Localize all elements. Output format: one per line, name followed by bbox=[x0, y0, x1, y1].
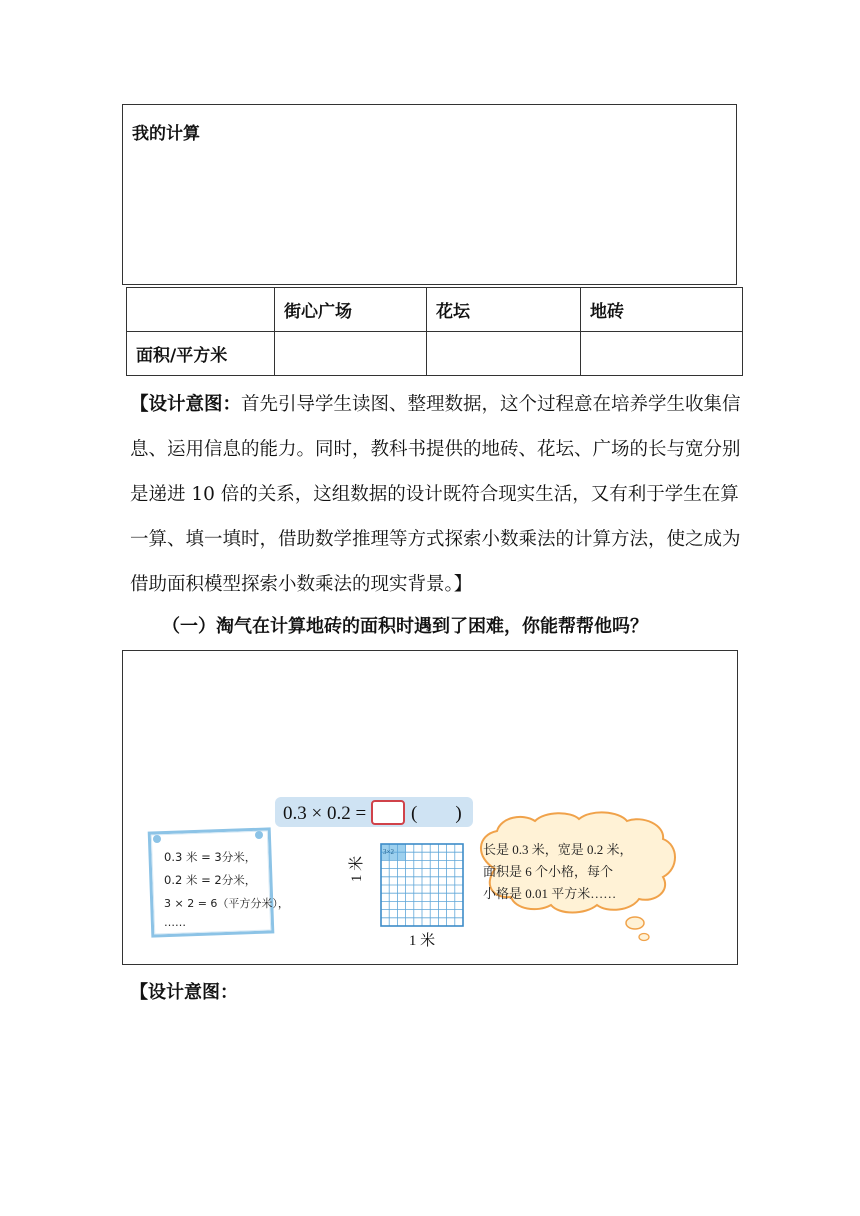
unit-paren: ( ) bbox=[411, 803, 462, 824]
table-header-row bbox=[127, 288, 743, 332]
bubble-dot bbox=[639, 934, 649, 941]
header-flowerbed: 花坛 bbox=[427, 288, 581, 332]
equation-text: 0.3 × 0.2 = bbox=[283, 803, 367, 824]
note-line: …… bbox=[164, 916, 186, 929]
note-line: 0.3 米 = 3分米， bbox=[164, 850, 257, 864]
row-label: 面积/平方米 bbox=[127, 332, 275, 376]
header-square: 街心广场 bbox=[275, 288, 427, 332]
design-intent-text: 首先引导学生读图、整理数据，这个过程意在培养学生收集信息、运用信息的能力。同时，教科书提供的地砖、花坛、广场的长与宽分别是递进 10 倍的关系，这组数据的设计既符合现实生活，又有利于学生在算一算、填一填时，借助数学推理等方式探索小数乘法的计算方法，使之成为借助面积模型探索小数乘法的现实背景。】 bbox=[130, 394, 741, 595]
grid-cell-label: 3×2 bbox=[383, 848, 394, 856]
table-row bbox=[127, 332, 743, 376]
grid-bottom-label: 1 米 bbox=[408, 933, 436, 949]
design-intent-label: 【设计意图： bbox=[130, 394, 242, 415]
note-line: 3 × 2 = 6（平方分米）， bbox=[164, 897, 289, 910]
bubble-line: 长是 0.3 米，宽是 0.2 米， bbox=[483, 842, 633, 857]
header-tile: 地砖 bbox=[581, 288, 743, 332]
hundred-grid bbox=[348, 844, 463, 949]
question-heading: （一）淘气在计算地砖的面积时遇到了困难，你能帮帮他吗？ bbox=[162, 616, 648, 637]
design-intent-paragraph bbox=[130, 382, 742, 607]
answer-box[interactable] bbox=[372, 801, 404, 824]
header-empty bbox=[127, 288, 275, 332]
design-intent-label-2: 【设计意图： bbox=[130, 982, 238, 1003]
cell-tile-area[interactable] bbox=[581, 332, 743, 376]
area-table bbox=[126, 287, 743, 376]
cell-square-area[interactable] bbox=[275, 332, 427, 376]
bubble-line: 面积是 6 个小格，每个 bbox=[483, 864, 614, 879]
pinned-note bbox=[149, 829, 289, 936]
thought-bubble bbox=[481, 812, 675, 940]
illustration-box bbox=[122, 650, 738, 965]
grid-side-label: 1 米 bbox=[349, 855, 365, 883]
calc-title: 我的计算 bbox=[132, 124, 200, 144]
pin-icon bbox=[255, 831, 263, 839]
note-line: 0.2 米 = 2分米， bbox=[164, 873, 257, 887]
tile-area-illustration bbox=[123, 651, 737, 964]
cell-flowerbed-area[interactable] bbox=[427, 332, 581, 376]
pin-icon bbox=[153, 835, 161, 843]
bubble-dot bbox=[626, 917, 644, 929]
my-calculation-box bbox=[122, 104, 737, 285]
equation-bar bbox=[275, 797, 473, 827]
bubble-line: 小格是 0.01 平方米…… bbox=[483, 886, 617, 901]
